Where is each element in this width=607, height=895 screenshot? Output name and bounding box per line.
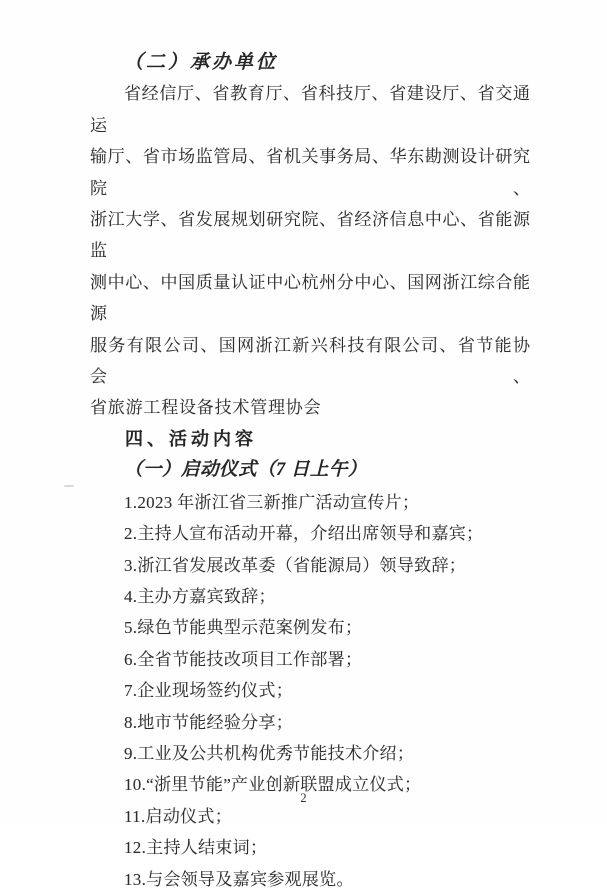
paragraph-line: 输厅、省市场监管局、省机关事务局、华东勘测设计研究院、 xyxy=(90,147,530,198)
subsection-heading-launch-ceremony: （一）启动仪式（7 日上午） xyxy=(124,460,367,481)
list-item: 13.与会领导及嘉宾参观展览。 xyxy=(124,869,354,889)
list-item: 1.2023 年浙江省三新推广活动宣传片； xyxy=(124,492,420,512)
section-heading-activities: 四、活动内容 xyxy=(125,428,257,449)
list-item: 5.绿色节能典型示范案例发布； xyxy=(124,618,363,638)
paragraph-line: 省旅游工程设备技术管理协会 xyxy=(90,398,322,418)
list-item: 6.全省节能技改项目工作部署； xyxy=(124,649,363,669)
list-item: 11.启动仪式； xyxy=(124,806,233,826)
paragraph-line: 浙江大学、省发展规划研究院、省经济信息中心、省能源监 xyxy=(90,210,530,261)
organizers-paragraph xyxy=(90,78,530,423)
page-number: 2 xyxy=(300,791,307,805)
list-item: 2.主持人宣布活动开幕，介绍出席领导和嘉宾； xyxy=(124,524,484,544)
list-item: 9.工业及公共机构优秀节能技术介绍； xyxy=(124,743,415,763)
list-item: 4.主办方嘉宾致辞； xyxy=(124,586,276,606)
section-heading-organizers: （二）承办单位 xyxy=(124,52,279,73)
paragraph-line: 服务有限公司、国网浙江新兴科技有限公司、省节能协会、 xyxy=(90,335,530,387)
list-item: 3.浙江省发展改革委（省能源局）领导致辞； xyxy=(124,555,467,575)
paragraph-line: 省经信厅、省教育厅、省科技厅、省建设厅、省交通运 xyxy=(90,84,530,135)
list-item: 10.“浙里节能”产业创新联盟成立仪式； xyxy=(124,775,422,795)
list-item: 7.企业现场签约仪式； xyxy=(124,681,294,701)
list-item: 8.地市节能经验分享； xyxy=(124,712,294,732)
document-body xyxy=(90,47,530,895)
scan-artifact-mark xyxy=(64,485,74,487)
list-item: 12.主持人结束词； xyxy=(124,838,268,858)
paragraph-line: 测中心、中国质量认证中心杭州分中心、国网浙江综合能源 xyxy=(90,272,530,324)
launch-agenda-list xyxy=(90,487,530,895)
